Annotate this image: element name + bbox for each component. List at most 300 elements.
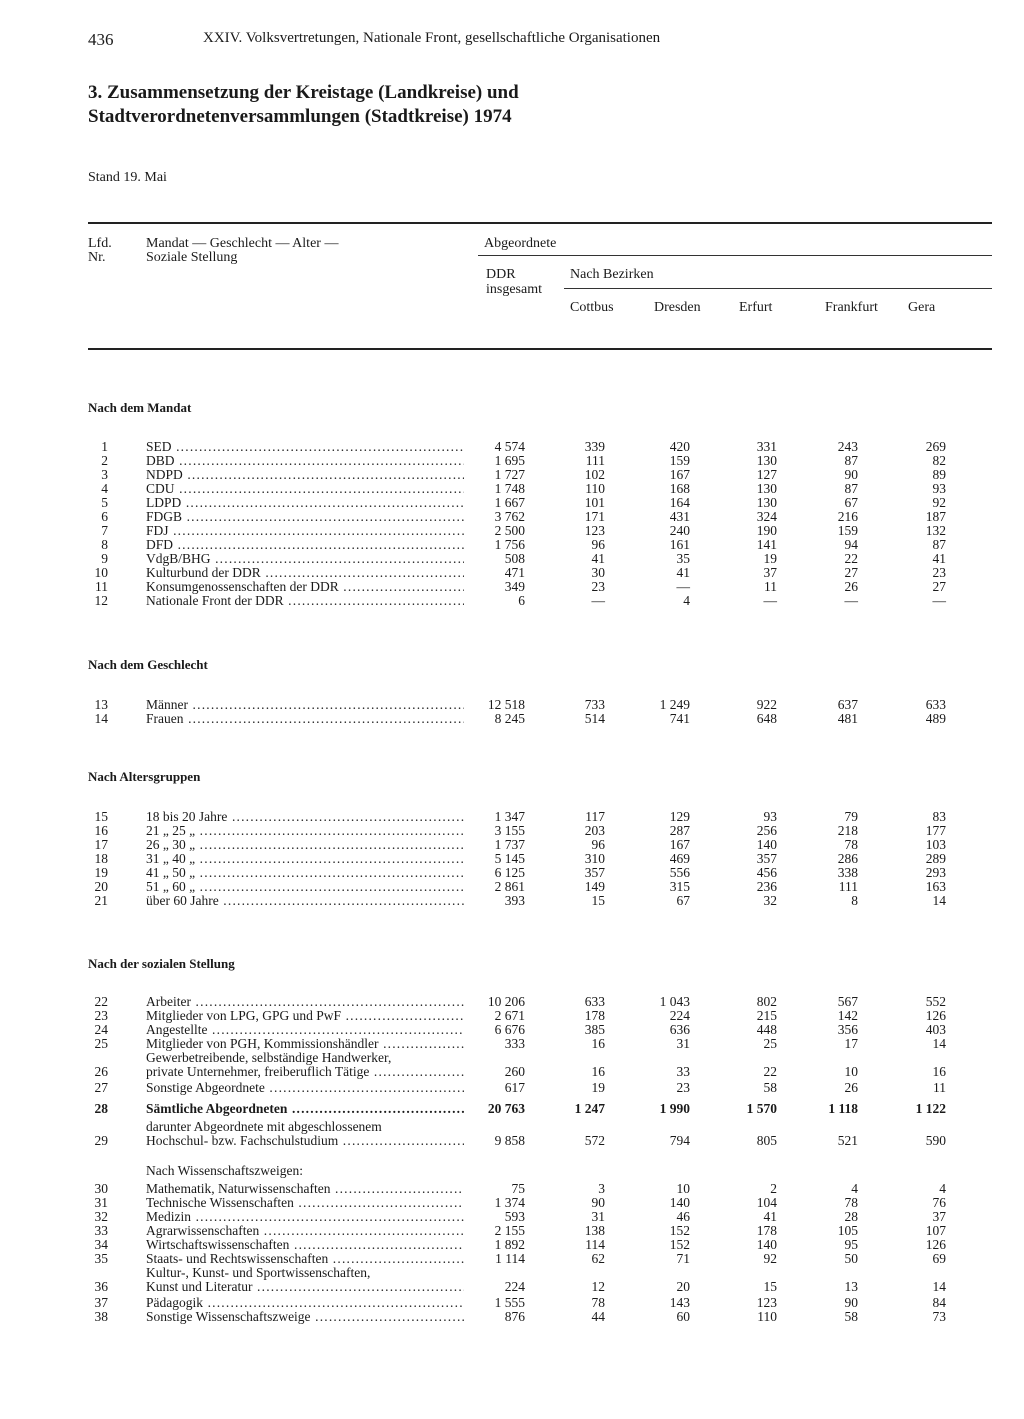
cell-bezirk: 741 [669, 711, 690, 726]
abgeordnete-header: Abgeordnete [484, 236, 557, 251]
row-number: 8 [101, 537, 108, 552]
cell-ddr-total: 224 [504, 1279, 525, 1294]
row-number: 19 [94, 865, 108, 880]
cell-bezirk: 83 [932, 809, 946, 824]
cell-bezirk: 23 [591, 579, 605, 594]
cell-ddr-total: 393 [504, 893, 525, 908]
cell-ddr-total: 617 [504, 1080, 525, 1095]
table-row [0, 454, 1024, 468]
row-number: 1 [101, 439, 108, 454]
header-rule-2 [564, 288, 992, 289]
cell-bezirk: 20 [676, 1279, 690, 1294]
cell-bezirk: 130 [756, 453, 777, 468]
col-gera: Gera [908, 300, 936, 315]
row-number: 16 [94, 823, 108, 838]
cell-bezirk: 163 [925, 879, 946, 894]
table-top-rule [88, 222, 992, 224]
cell-bezirk: 87 [932, 537, 946, 552]
cell-bezirk: 338 [837, 865, 858, 880]
cell-bezirk: 31 [591, 1209, 605, 1224]
cell-ddr-total: 1 695 [494, 453, 525, 468]
cell-bezirk: 293 [925, 865, 946, 880]
row-number: 12 [94, 593, 108, 608]
cell-bezirk: 73 [932, 1309, 946, 1324]
cell-bezirk: 102 [584, 467, 605, 482]
cell-bezirk: 456 [756, 865, 777, 880]
cell-bezirk: 637 [837, 697, 858, 712]
cell-ddr-total: 471 [504, 565, 525, 580]
row-number: 2 [101, 453, 108, 468]
cell-bezirk: 16 [591, 1036, 605, 1051]
cell-bezirk: 178 [756, 1223, 777, 1238]
cell-bezirk: 12 [591, 1279, 605, 1294]
cell-ddr-total: 3 762 [494, 509, 525, 524]
cell-bezirk: — [676, 579, 690, 594]
cell-ddr-total: 12 518 [487, 697, 525, 712]
cell-bezirk: 90 [844, 467, 858, 482]
cell-bezirk: — [763, 593, 777, 608]
table-row [0, 510, 1024, 524]
cell-bezirk: 339 [584, 439, 605, 454]
header-rule-1 [478, 255, 992, 256]
cell-bezirk: — [844, 593, 858, 608]
cell-ddr-total: 2 671 [494, 1008, 525, 1023]
row-label: Arbeiter ..... [146, 995, 464, 1009]
cell-ddr-total: 1 892 [494, 1237, 525, 1252]
cell-bezirk: 23 [932, 565, 946, 580]
cell-ddr-total: 876 [504, 1309, 525, 1324]
cell-bezirk: 357 [584, 865, 605, 880]
cell-bezirk: 79 [844, 809, 858, 824]
cell-bezirk: 87 [844, 453, 858, 468]
table-row [0, 1210, 1024, 1224]
cell-bezirk: 143 [669, 1295, 690, 1310]
row-label: Nationale Front der DDR ..... [146, 594, 464, 608]
row-label: Wirtschaftswissenschaften ..... [146, 1238, 464, 1252]
cell-bezirk: 84 [932, 1295, 946, 1310]
cell-bezirk: 132 [925, 523, 946, 538]
cell-bezirk: 256 [756, 823, 777, 838]
cell-bezirk: 123 [756, 1295, 777, 1310]
table-row [0, 1280, 1024, 1294]
cell-bezirk: 111 [585, 453, 605, 468]
cell-bezirk: 16 [591, 1064, 605, 1079]
cell-bezirk: 1 043 [659, 994, 690, 1009]
cell-bezirk: 44 [591, 1309, 605, 1324]
row-number: 22 [94, 994, 108, 1009]
cell-bezirk: 10 [844, 1064, 858, 1079]
cell-bezirk: 96 [591, 537, 605, 552]
row-number: 24 [94, 1022, 108, 1037]
cell-bezirk: 141 [756, 537, 777, 552]
row-label: Hochschul- bzw. Fachschulstudium ..... [146, 1134, 464, 1148]
cell-bezirk: 110 [757, 1309, 777, 1324]
cell-bezirk: 164 [669, 495, 690, 510]
table-row [0, 838, 1024, 852]
cell-bezirk: 22 [844, 551, 858, 566]
cell-bezirk: 4 [939, 1181, 946, 1196]
row-number: 33 [94, 1223, 108, 1238]
row-number: 21 [94, 893, 108, 908]
cell-ddr-total: 3 155 [494, 823, 525, 838]
section-alter: Nach Altersgruppen [88, 769, 201, 784]
cell-bezirk: 13 [844, 1279, 858, 1294]
ddr-header-2: insgesamt [486, 282, 542, 297]
cell-bezirk: 805 [756, 1133, 777, 1148]
cell-bezirk: 324 [756, 509, 777, 524]
table-row [0, 552, 1024, 566]
cell-ddr-total: 1 756 [494, 537, 525, 552]
cell-bezirk: 67 [844, 495, 858, 510]
cell-ddr-total: 1 555 [494, 1295, 525, 1310]
table-row [0, 1238, 1024, 1252]
cell-ddr-total: 75 [511, 1181, 525, 1196]
cell-bezirk: 117 [585, 809, 605, 824]
row-label: FDJ ..... [146, 524, 464, 538]
row-number: 18 [94, 851, 108, 866]
cell-ddr-total: 2 500 [494, 523, 525, 538]
cell-bezirk: 103 [925, 837, 946, 852]
cell-bezirk: 94 [844, 537, 858, 552]
cell-bezirk: 469 [669, 851, 690, 866]
cell-bezirk: 16 [932, 1064, 946, 1079]
table-row [0, 1134, 1024, 1148]
table-row [0, 1037, 1024, 1051]
cell-bezirk: 93 [932, 481, 946, 496]
cell-bezirk: 357 [756, 851, 777, 866]
description-header-2: Soziale Stellung [146, 250, 238, 265]
cell-bezirk: 4 [851, 1181, 858, 1196]
cell-bezirk: 71 [676, 1251, 690, 1266]
col-cottbus: Cottbus [570, 300, 614, 315]
row-label: CDU ..... [146, 482, 464, 496]
row-label: darunter Abgeordnete mit abgeschlossenem [146, 1120, 382, 1134]
cell-bezirk: 159 [669, 453, 690, 468]
cell-bezirk: 1 570 [746, 1101, 777, 1116]
row-label: Sonstige Abgeordnete ..... [146, 1081, 464, 1095]
cell-bezirk: 167 [669, 837, 690, 852]
cell-bezirk: 152 [669, 1223, 690, 1238]
cell-bezirk: 286 [837, 851, 858, 866]
cell-bezirk: 216 [837, 509, 858, 524]
cell-bezirk: 32 [763, 893, 777, 908]
cell-bezirk: 215 [756, 1008, 777, 1023]
cell-bezirk: 149 [584, 879, 605, 894]
cell-bezirk: 289 [925, 851, 946, 866]
cell-ddr-total: 1 374 [494, 1195, 525, 1210]
section-mandat: Nach dem Mandat [88, 400, 192, 415]
row-number: 14 [94, 711, 108, 726]
row-label: Sonstige Wissenschaftszweige ..... [146, 1310, 464, 1324]
cell-ddr-total: 6 [518, 593, 525, 608]
cell-bezirk: 123 [584, 523, 605, 538]
cell-bezirk: 448 [756, 1022, 777, 1037]
cell-bezirk: 140 [756, 837, 777, 852]
cell-bezirk: 14 [932, 1279, 946, 1294]
row-label: Frauen ..... [146, 712, 464, 726]
table-row-label-line [0, 1266, 1024, 1280]
table-row [0, 712, 1024, 726]
table-row [0, 866, 1024, 880]
cell-bezirk: 78 [844, 837, 858, 852]
cell-bezirk: 130 [756, 481, 777, 496]
cell-bezirk: 76 [932, 1195, 946, 1210]
cell-bezirk: 1 122 [915, 1101, 946, 1116]
row-number: 32 [94, 1209, 108, 1224]
table-row [0, 1065, 1024, 1079]
row-label: Staats- und Rechtswissenschaften ..... [146, 1252, 464, 1266]
row-label: Sämtliche Abgeordneten ..... [146, 1102, 464, 1116]
cell-bezirk: 19 [591, 1080, 605, 1095]
section-geschlecht: Nach dem Geschlecht [88, 657, 208, 672]
cell-bezirk: 30 [591, 565, 605, 580]
cell-bezirk: 127 [756, 467, 777, 482]
cell-bezirk: 521 [837, 1133, 858, 1148]
table-row [0, 580, 1024, 594]
cell-bezirk: 269 [925, 439, 946, 454]
row-number: 3 [101, 467, 108, 482]
cell-bezirk: 1 990 [659, 1101, 690, 1116]
cell-bezirk: 41 [763, 1209, 777, 1224]
row-number: 26 [94, 1064, 108, 1079]
cell-bezirk: 331 [756, 439, 777, 454]
cell-bezirk: 152 [669, 1237, 690, 1252]
cell-bezirk: 142 [837, 1008, 858, 1023]
cell-bezirk: 556 [669, 865, 690, 880]
cell-bezirk: 23 [676, 1080, 690, 1095]
cell-bezirk: 14 [932, 893, 946, 908]
table-row [0, 1296, 1024, 1310]
table-row [0, 1009, 1024, 1023]
cell-ddr-total: 1 737 [494, 837, 525, 852]
row-label: 18 bis 20 Jahre ..... [146, 810, 464, 824]
row-label: SED ..... [146, 440, 464, 454]
cell-bezirk: 31 [676, 1036, 690, 1051]
table-row [0, 482, 1024, 496]
table-row [0, 566, 1024, 580]
row-number: 30 [94, 1181, 108, 1196]
row-label: private Unternehmer, freiberuflich Tätige ..... [146, 1065, 464, 1079]
cell-bezirk: 111 [838, 879, 858, 894]
cell-bezirk: 37 [763, 565, 777, 580]
cell-bezirk: 802 [756, 994, 777, 1009]
row-label: Kulturbund der DDR ..... [146, 566, 464, 580]
cell-ddr-total: 1 667 [494, 495, 525, 510]
row-number: 34 [94, 1237, 108, 1252]
cell-bezirk: 35 [676, 551, 690, 566]
cell-bezirk: 489 [925, 711, 946, 726]
row-label: FDGB ..... [146, 510, 464, 524]
cell-bezirk: 167 [669, 467, 690, 482]
cell-bezirk: — [591, 593, 605, 608]
cell-bezirk: 107 [925, 1223, 946, 1238]
cell-bezirk: 93 [763, 809, 777, 824]
row-label: 51 „ 60 „ ..... [146, 880, 464, 894]
row-label: Technische Wissenschaften ..... [146, 1196, 464, 1210]
row-label: Gewerbetreibende, selbständige Handwerker, [146, 1051, 392, 1065]
row-label: DFD ..... [146, 538, 464, 552]
cell-bezirk: 224 [669, 1008, 690, 1023]
cell-bezirk: 190 [756, 523, 777, 538]
cell-ddr-total: 2 155 [494, 1223, 525, 1238]
cell-bezirk: 104 [756, 1195, 777, 1210]
cell-bezirk: 178 [584, 1008, 605, 1023]
table-row [0, 698, 1024, 712]
row-label: LDPD ..... [146, 496, 464, 510]
cell-bezirk: 41 [676, 565, 690, 580]
cell-bezirk: 50 [844, 1251, 858, 1266]
row-number: 10 [94, 565, 108, 580]
cell-bezirk: 46 [676, 1209, 690, 1224]
cell-bezirk: 37 [932, 1209, 946, 1224]
cell-bezirk: 78 [844, 1195, 858, 1210]
cell-ddr-total: 508 [504, 551, 525, 566]
cell-ddr-total: 593 [504, 1209, 525, 1224]
cell-bezirk: 62 [591, 1251, 605, 1266]
table-row [0, 1252, 1024, 1266]
cell-ddr-total: 5 145 [494, 851, 525, 866]
cell-bezirk: 431 [669, 509, 690, 524]
cell-ddr-total: 1 347 [494, 809, 525, 824]
cell-bezirk: 11 [764, 579, 777, 594]
cell-bezirk: 82 [932, 453, 946, 468]
col-dresden: Dresden [654, 300, 701, 315]
cell-ddr-total: 349 [504, 579, 525, 594]
row-number: 35 [94, 1251, 108, 1266]
table-row [0, 852, 1024, 866]
cell-bezirk: 922 [756, 697, 777, 712]
row-label: Pädagogik ..... [146, 1296, 464, 1310]
cell-bezirk: 33 [676, 1064, 690, 1079]
cell-bezirk: 96 [591, 837, 605, 852]
cell-bezirk: 733 [584, 697, 605, 712]
row-label: Angestellte ..... [146, 1023, 464, 1037]
row-number: 5 [101, 495, 108, 510]
cell-bezirk: 130 [756, 495, 777, 510]
cell-bezirk: 69 [932, 1251, 946, 1266]
cell-bezirk: 633 [584, 994, 605, 1009]
cell-bezirk: 4 [683, 593, 690, 608]
cell-bezirk: 90 [844, 1295, 858, 1310]
cell-bezirk: 385 [584, 1022, 605, 1037]
table-row-label-line [0, 1051, 1024, 1065]
chapter-heading: XXIV. Volksvertretungen, Nationale Front, gesellschaftliche Organisationen [203, 30, 661, 46]
cell-ddr-total: 260 [504, 1064, 525, 1079]
row-number: 25 [94, 1036, 108, 1051]
row-label: 41 „ 50 „ ..... [146, 866, 464, 880]
cell-bezirk: 310 [584, 851, 605, 866]
cell-bezirk: 10 [676, 1181, 690, 1196]
cell-bezirk: 1 118 [828, 1101, 858, 1116]
cell-bezirk: 567 [837, 994, 858, 1009]
table-row [0, 810, 1024, 824]
cell-bezirk: 140 [756, 1237, 777, 1252]
cell-bezirk: 41 [932, 551, 946, 566]
cell-bezirk: 129 [669, 809, 690, 824]
row-number: 37 [94, 1295, 108, 1310]
table-title-line-2: Stadtverordnetenversammlungen (Stadtkreise) 1974 [88, 106, 512, 127]
cell-bezirk: 138 [584, 1223, 605, 1238]
row-number: 6 [101, 509, 108, 524]
cell-bezirk: 105 [837, 1223, 858, 1238]
row-label: Kultur-, Kunst- und Sportwissenschaften, [146, 1266, 371, 1280]
section-wissenschaft: Nach Wissenschaftszweigen: [146, 1163, 304, 1178]
row-number: 15 [94, 809, 108, 824]
table-row [0, 468, 1024, 482]
table-row [0, 440, 1024, 454]
table-row [0, 1023, 1024, 1037]
cell-ddr-total: 4 574 [494, 439, 525, 454]
row-label: 31 „ 40 „ ..... [146, 852, 464, 866]
stand-date: Stand 19. Mai [88, 170, 167, 185]
cell-bezirk: 95 [844, 1237, 858, 1252]
cell-ddr-total: 2 861 [494, 879, 525, 894]
cell-bezirk: 171 [584, 509, 605, 524]
cell-bezirk: 552 [925, 994, 946, 1009]
row-number: 11 [95, 579, 108, 594]
table-row [0, 1224, 1024, 1238]
cell-bezirk: 11 [933, 1080, 946, 1095]
cell-bezirk: 17 [844, 1036, 858, 1051]
cell-bezirk: 236 [756, 879, 777, 894]
cell-bezirk: 161 [669, 537, 690, 552]
table-head-bottom-rule [88, 348, 992, 350]
row-label: Mitglieder von LPG, GPG und PwF ..... [146, 1009, 464, 1023]
cell-ddr-total: 1 748 [494, 481, 525, 496]
cell-bezirk: 218 [837, 823, 858, 838]
cell-bezirk: 15 [763, 1279, 777, 1294]
table-row [0, 594, 1024, 608]
cell-bezirk: 633 [925, 697, 946, 712]
table-row [0, 995, 1024, 1009]
row-number: 4 [101, 481, 108, 496]
ddr-header-1: DDR [486, 267, 516, 282]
cell-bezirk: 514 [584, 711, 605, 726]
cell-bezirk: 481 [837, 711, 858, 726]
row-number: 36 [94, 1279, 108, 1294]
cell-ddr-total: 333 [504, 1036, 525, 1051]
table-row-label-line [0, 1120, 1024, 1134]
cell-ddr-total: 9 858 [494, 1133, 525, 1148]
row-number: 29 [94, 1133, 108, 1148]
cell-bezirk: 159 [837, 523, 858, 538]
cell-bezirk: 203 [584, 823, 605, 838]
cell-bezirk: 648 [756, 711, 777, 726]
cell-ddr-total: 6 125 [494, 865, 525, 880]
cell-ddr-total: 8 245 [494, 711, 525, 726]
table-row [0, 824, 1024, 838]
cell-bezirk: 28 [844, 1209, 858, 1224]
cell-bezirk: 25 [763, 1036, 777, 1051]
cell-bezirk: 60 [676, 1309, 690, 1324]
cell-bezirk: 114 [585, 1237, 605, 1252]
cell-bezirk: 58 [844, 1309, 858, 1324]
cell-bezirk: 15 [591, 893, 605, 908]
row-label: Medizin ..... [146, 1210, 464, 1224]
cell-bezirk: 287 [669, 823, 690, 838]
cell-ddr-total: 1 727 [494, 467, 525, 482]
cell-bezirk: 67 [676, 893, 690, 908]
cell-bezirk: 78 [591, 1295, 605, 1310]
page-number: 436 [88, 30, 114, 49]
row-number: 20 [94, 879, 108, 894]
table-row [0, 1196, 1024, 1210]
cell-bezirk: 2 [770, 1181, 777, 1196]
table-row [0, 1102, 1024, 1116]
cell-bezirk: 8 [851, 893, 858, 908]
cell-bezirk: 22 [763, 1064, 777, 1079]
cell-bezirk: 110 [585, 481, 605, 496]
